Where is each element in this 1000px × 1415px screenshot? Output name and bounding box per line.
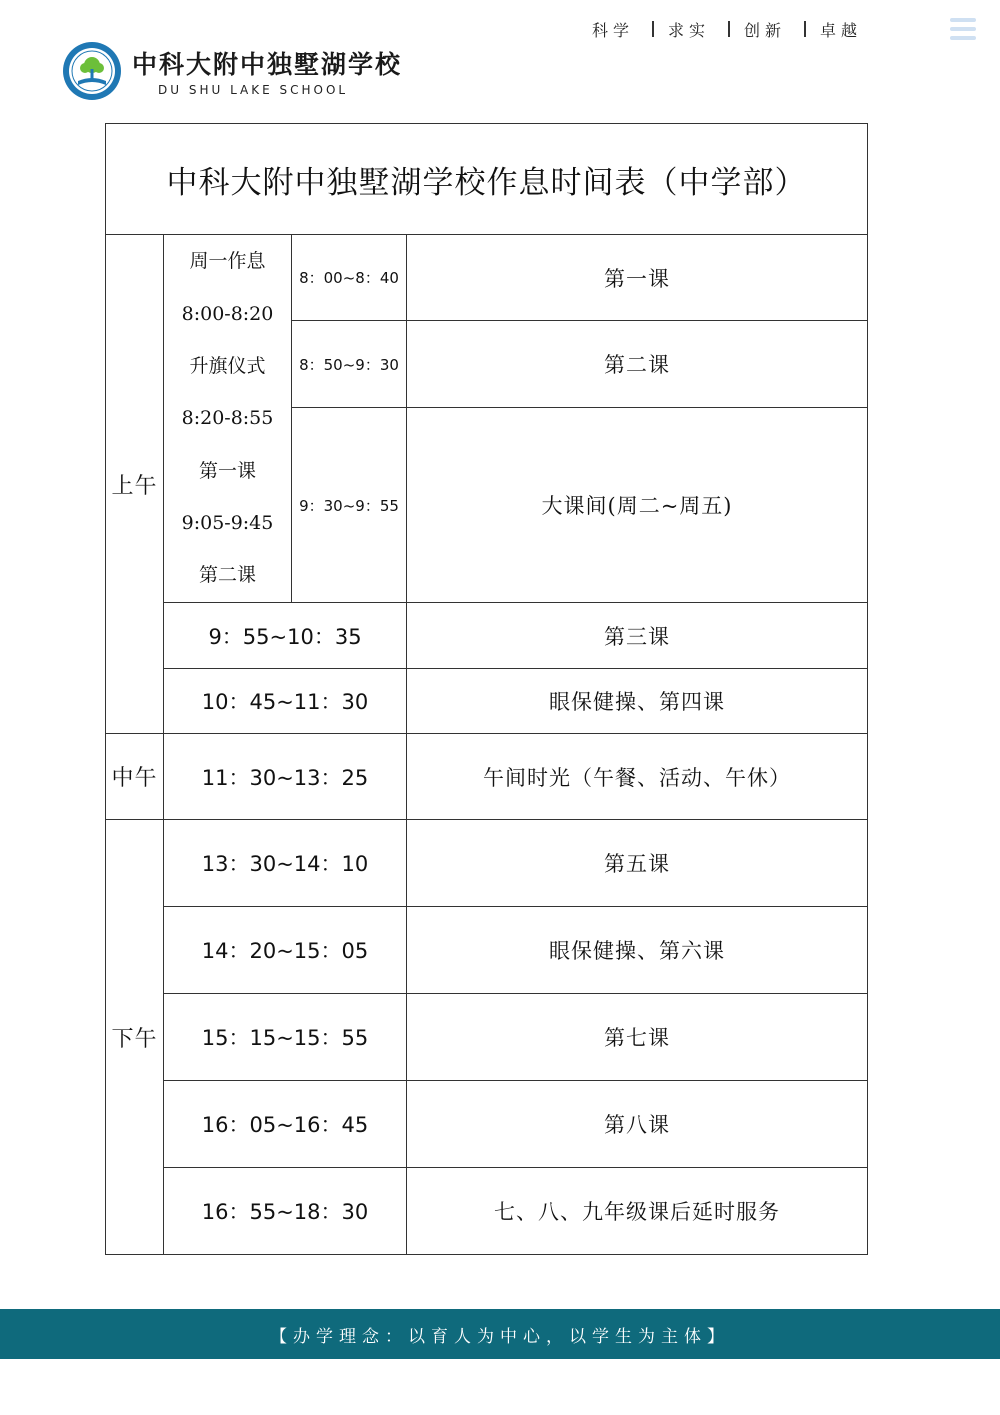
footer-philosophy-text: 【办学理念：以育人为中心，以学生为主体】 [270, 1326, 730, 1347]
time-cell: 11：30~13：25 [164, 734, 407, 820]
activity-cell: 第五课 [407, 820, 868, 907]
logo-name-en: DU SHU LAKE SCHOOL [158, 83, 349, 97]
time-cell: 16：05~16：45 [164, 1081, 407, 1168]
motto-divider [652, 21, 654, 37]
table-title: 中科大附中独墅湖学校作息时间表（中学部） [106, 124, 868, 235]
school-logo[interactable] [62, 40, 402, 102]
motto-divider [804, 21, 806, 37]
time-cell: 8：50~9：30 [292, 321, 407, 408]
activity-cell: 第二课 [407, 321, 868, 408]
motto-word: 创新 [744, 20, 787, 40]
time-cell: 10：45~11：30 [164, 669, 407, 734]
motto-word: 求实 [668, 20, 711, 40]
time-cell: 16：55~18：30 [164, 1168, 407, 1255]
school-emblem-icon [62, 41, 122, 101]
activity-cell: 午间时光（午餐、活动、午休） [407, 734, 868, 820]
logo-name-cn: 中科大附中独墅湖学校 [132, 50, 403, 79]
time-cell: 13：30~14：10 [164, 820, 407, 907]
motto-word: 科学 [592, 20, 635, 40]
period-morning: 上午 [106, 235, 164, 734]
activity-cell: 第八课 [407, 1081, 868, 1168]
activity-cell: 第一课 [407, 235, 868, 321]
monday-line: 第一课 [198, 459, 256, 482]
monday-line: 升旗仪式 [189, 355, 266, 378]
motto-divider [728, 21, 730, 37]
monday-line: 9:05-9:45 [181, 511, 274, 534]
school-motto [592, 16, 940, 42]
time-cell: 14：20~15：05 [164, 907, 407, 994]
activity-cell: 大课间(周二~周五) [407, 408, 868, 603]
activity-cell: 眼保健操、第六课 [407, 907, 868, 994]
activity-cell: 七、八、九年级课后延时服务 [407, 1168, 868, 1255]
time-cell: 15：15~15：55 [164, 994, 407, 1081]
activity-cell: 第三课 [407, 603, 868, 669]
monday-line: 周一作息 [189, 250, 266, 273]
footer-banner [0, 1309, 1000, 1359]
time-cell: 9：55~10：35 [164, 603, 407, 669]
activity-cell: 第七课 [407, 994, 868, 1081]
menu-icon[interactable] [950, 18, 976, 40]
monday-schedule [164, 235, 292, 603]
monday-line: 第二课 [198, 564, 256, 587]
activity-cell: 眼保健操、第四课 [407, 669, 868, 734]
monday-line: 8:00-8:20 [181, 302, 274, 325]
period-afternoon: 下午 [106, 820, 164, 1255]
time-cell: 9：30~9：55 [292, 408, 407, 603]
motto-word: 卓越 [820, 20, 863, 40]
schedule-table [105, 123, 868, 1255]
time-cell: 8：00~8：40 [292, 235, 407, 321]
period-noon: 中午 [106, 734, 164, 820]
monday-line: 8:20-8:55 [181, 407, 274, 430]
